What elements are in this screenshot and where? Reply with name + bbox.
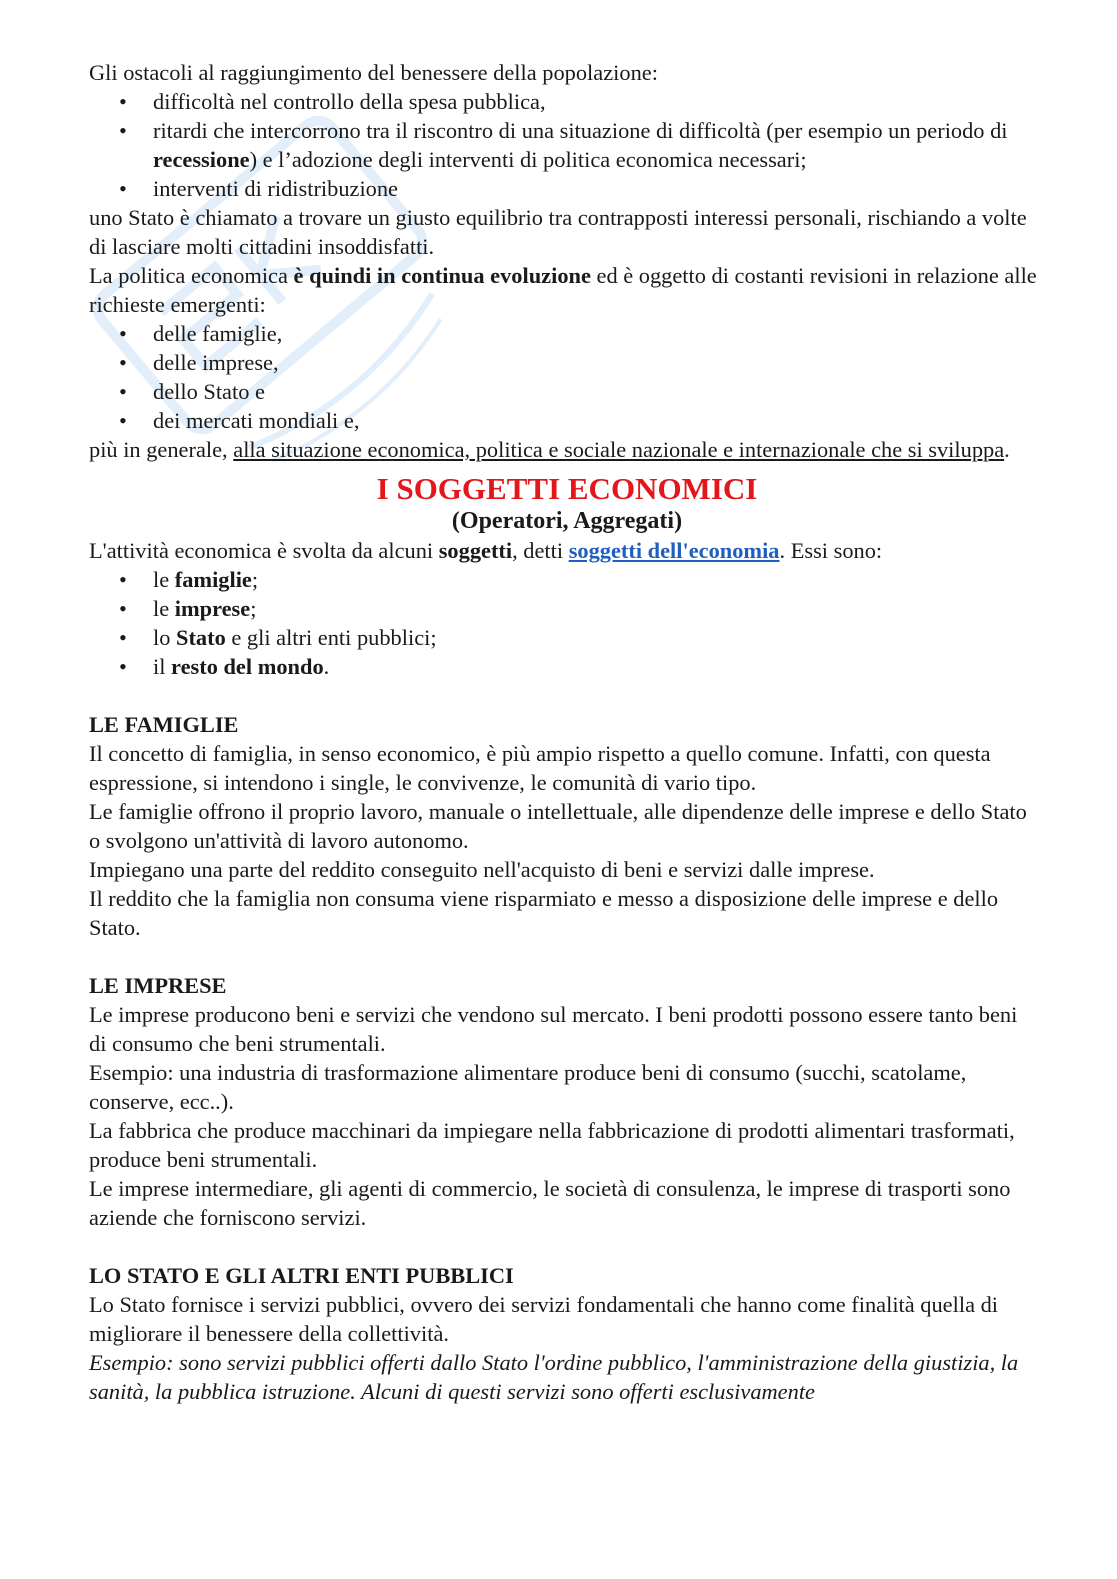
general-paragraph: più in generale, alla situazione economica, politica e sociale nazionale e internazionale che si sviluppa. xyxy=(89,437,1010,462)
policy-paragraph: La politica economica è quindi in continua evoluzione ed è oggetto di costanti revisioni in relazione alle richieste emergenti: xyxy=(89,263,1037,317)
list-item: • ritardi che intercorrono tra il riscontro di una situazione di difficoltà (per esempio un periodo di recessione) e l’adozione degli interventi di politica economica necessari; xyxy=(89,116,1039,174)
stato-heading: LO STATO E GLI ALTRI ENTI PUBBLICI xyxy=(89,1263,514,1288)
obstacles-intro: Gli ostacoli al raggiungimento del benessere della popolazione: xyxy=(89,60,658,85)
list-item: • le famiglie; xyxy=(89,565,1039,594)
list-item: • dei mercati mondiali e, xyxy=(89,406,1039,435)
list-item: • delle imprese, xyxy=(89,348,1039,377)
list-item: • interventi di ridistribuzione xyxy=(89,174,1039,203)
section-title: I SOGGETTI ECONOMICI xyxy=(376,471,758,506)
obstacles-list xyxy=(89,87,1039,203)
section-subtitle: (Operatori, Aggregati) xyxy=(451,508,683,534)
imprese-paragraph: Le imprese producono beni e servizi che vendono sul mercato. I beni prodotti possono essere tanto beni di consumo che beni strumentali. xyxy=(89,1002,1018,1056)
soggetti-link[interactable]: soggetti dell'economia xyxy=(568,538,780,563)
stato-example: Esempio: sono servizi pubblici offerti dallo Stato l'ordine pubblico, l'amministrazione della giustizia, la sanità, la pubblica istruzione. Alcuni di questi servizi sono offerti esclusivamente xyxy=(89,1350,1019,1404)
stato-paragraph: Lo Stato fornisce i servizi pubblici, ovvero dei servizi fondamentali che hanno come finalità quella di migliorare il benessere della collettività. xyxy=(89,1292,999,1346)
famiglie-paragraph: Le famiglie offrono il proprio lavoro, manuale o intellettuale, alle dipendenze delle imprese e dello Stato o svolgono un'attività di lavoro autonomo. xyxy=(89,799,1027,853)
imprese-paragraph: Le imprese intermediare, gli agenti di commercio, le società di consulenza, le imprese di trasporti sono aziende che forniscono servizi. xyxy=(89,1176,1011,1230)
document-page xyxy=(89,58,1039,1406)
state-balance-paragraph: uno Stato è chiamato a trovare un giusto equilibrio tra contrapposti interessi personali, rischiando a volte di lasciare molti cittadini insoddisfatti. xyxy=(89,205,1027,259)
list-item: • delle famiglie, xyxy=(89,319,1039,348)
soggetti-intro: L'attività economica è svolta da alcuni soggetti, detti soggetti dell'economia. Essi sono: xyxy=(89,538,883,563)
soggetti-list xyxy=(89,565,1039,681)
list-item: • lo Stato e gli altri enti pubblici; xyxy=(89,623,1039,652)
list-item: • difficoltà nel controllo della spesa pubblica, xyxy=(89,87,1039,116)
famiglie-paragraph: Impiegano una parte del reddito conseguito nell'acquisto di beni e servizi dalle imprese. xyxy=(89,857,875,882)
list-item: • il resto del mondo. xyxy=(89,652,1039,681)
list-item: • le imprese; xyxy=(89,594,1039,623)
imprese-paragraph: Esempio: una industria di trasformazione alimentare produce beni di consumo (succhi, scatolame, conserve, ecc..). xyxy=(89,1060,967,1114)
imprese-paragraph: La fabbrica che produce macchinari da impiegare nella fabbricazione di prodotti alimentari trasformati, produce beni strumentali. xyxy=(89,1118,1015,1172)
imprese-heading: LE IMPRESE xyxy=(89,973,227,998)
famiglie-paragraph: Il concetto di famiglia, in senso economico, è più ampio rispetto a quello comune. Infatti, con questa espressione, si intendono i single, le convivenze, le comunità di vario tipo. xyxy=(89,741,991,795)
list-item: • dello Stato e xyxy=(89,377,1039,406)
famiglie-paragraph: Il reddito che la famiglia non consuma viene risparmiato e messo a disposizione delle imprese e dello Stato. xyxy=(89,886,999,940)
demands-list xyxy=(89,319,1039,435)
famiglie-heading: LE FAMIGLIE xyxy=(89,712,239,737)
